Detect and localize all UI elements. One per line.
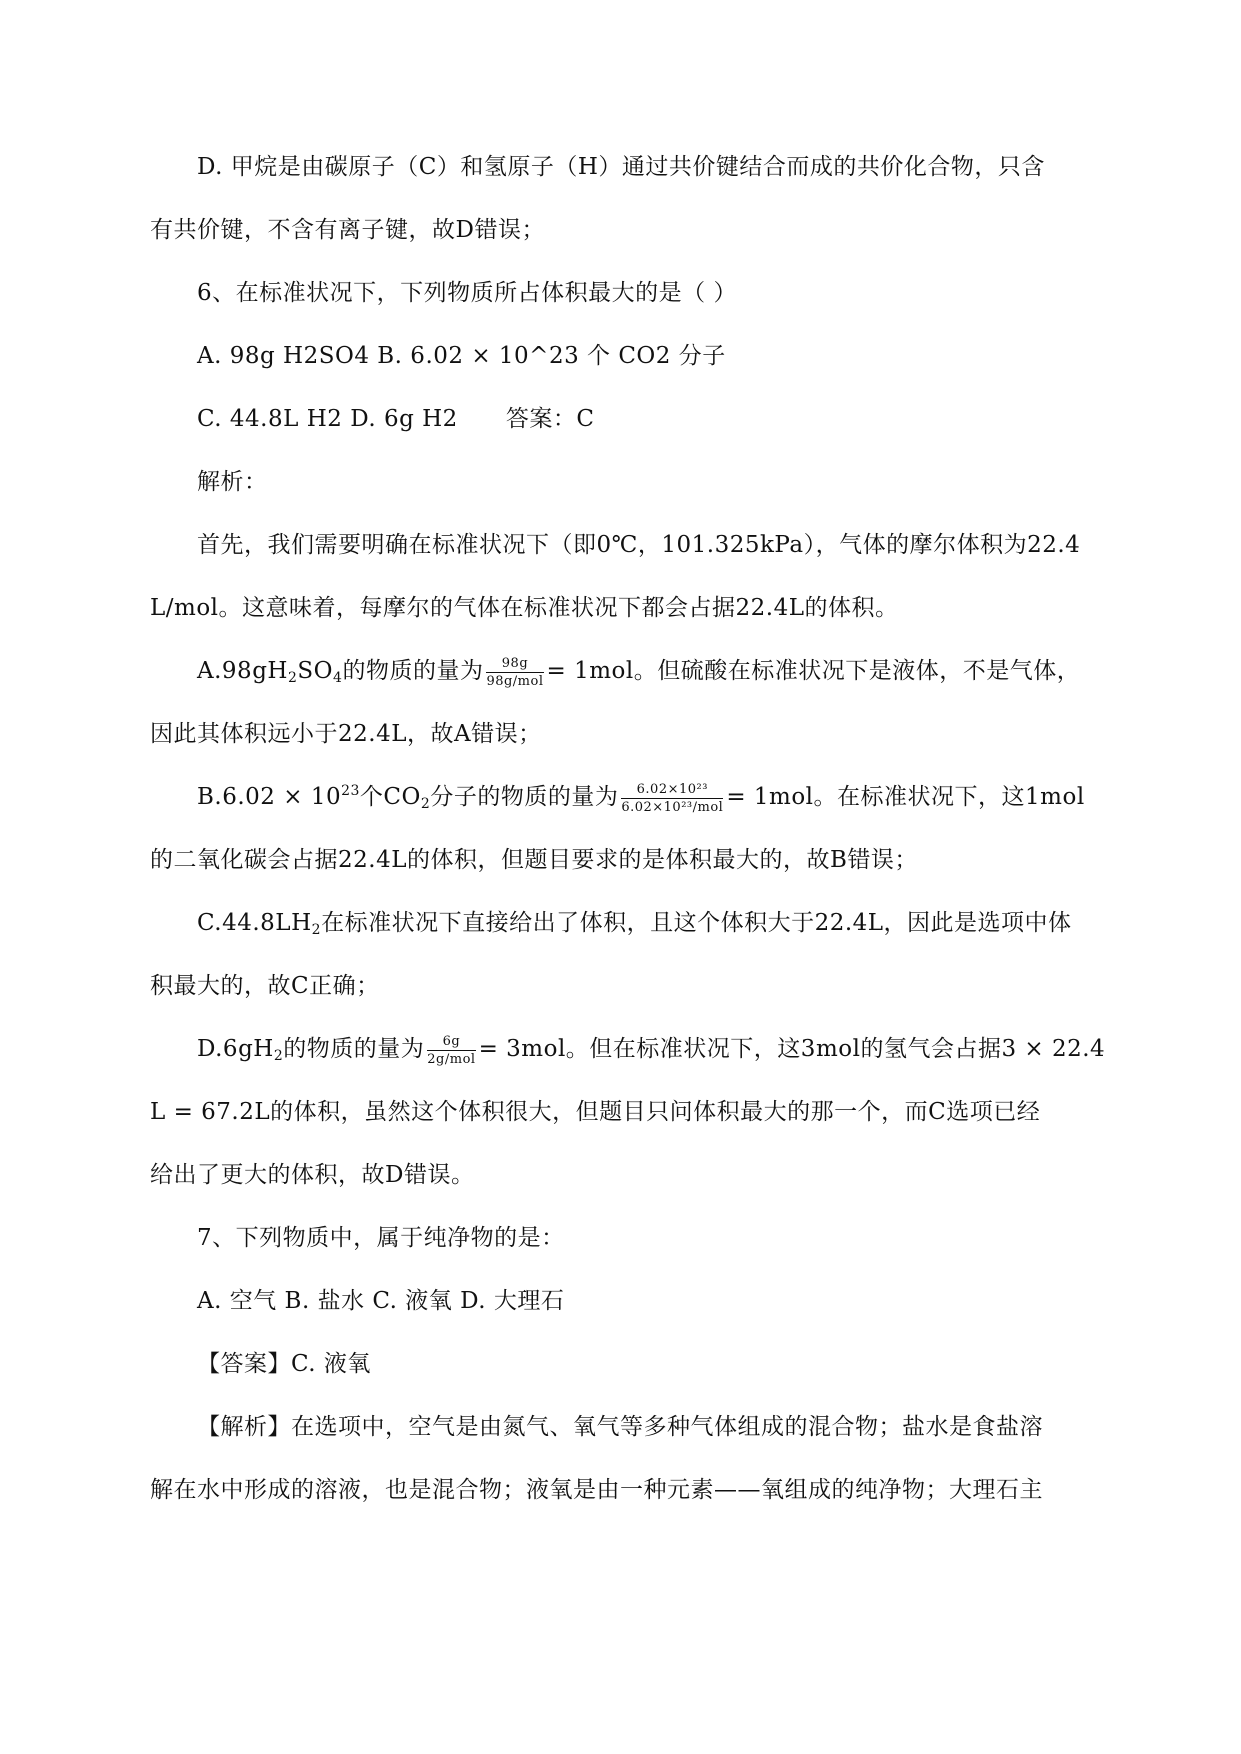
q7-answer: 【答案】C. 液氧 [197,1351,371,1377]
formula-text: SO [297,658,334,684]
formula-text: D.6gH [197,1036,274,1062]
q6-analysis-label: 解析： [197,469,268,495]
q6-analysis-d-line3: 给出了更大的体积，故D错误。 [150,1162,475,1188]
q6-options-line1: A. 98g H2SO4 B. 6.02 × 10^23 个 CO2 分子 [197,343,726,369]
fraction [427,1035,475,1066]
fraction [486,657,543,688]
fraction-denominator: 2g/mol [427,1051,476,1067]
q6-intro-line2: L/mol。这意味着，每摩尔的气体在标准状况下都会占据22.4L的体积。 [150,595,899,621]
q6-analysis-d-line1 [197,1034,1105,1066]
fraction-numerator: 6.02×10²³ [621,783,723,799]
superscript: 23 [341,783,360,799]
analysis-text: = 1mol。在标准状况下，这1mol [726,784,1085,810]
subscript: 2 [311,922,322,938]
q7-question: 7、下列物质中，属于纯净物的是： [197,1225,565,1251]
q6-options-cd: C. 44.8L H2 D. 6g H2 [197,406,458,432]
q6-analysis-b-line1 [197,782,1085,814]
q6-analysis-d-line2: L = 67.2L的体积，虽然这个体积很大，但题目只问体积最大的那一个，而C选项已经 [150,1099,1041,1125]
q6-analysis-a-line1 [197,656,1080,688]
subscript: 4 [333,670,343,686]
fraction-numerator: 6g [427,1035,475,1051]
analysis-text: = 3mol。但在标准状况下，这3mol的氢气会占据3 × 22.4 [478,1036,1106,1062]
formula-text: A.98gH [197,658,288,684]
subscript: 2 [287,670,298,686]
q6-analysis-b-line2: 的二氧化碳会占据22.4L的体积，但题目要求的是体积最大的，故B错误； [150,847,918,873]
subscript: 2 [273,1048,284,1064]
analysis-text: 分子的物质的量为 [430,784,619,810]
analysis-text: 在标准状况下直接给出了体积，且这个体积大于22.4L，因此是选项中体 [321,910,1072,936]
analysis-text: 的物质的量为 [342,658,484,684]
fraction-numerator: 98g [486,657,543,673]
formula-text: C.44.8LH [197,910,312,936]
formula-text: 个CO [359,784,421,810]
q6-answer: 答案：C [505,406,595,432]
q5-option-d-line2: 有共价键，不含有离子键，故D错误； [150,217,545,243]
q7-analysis-line1: 【解析】在选项中，空气是由氮气、氧气等多种气体组成的混合物；盐水是食盐溶 [197,1414,1043,1440]
q6-analysis-c-line1 [197,908,1072,938]
q7-options: A. 空气 B. 盐水 C. 液氧 D. 大理石 [197,1288,565,1314]
fraction [621,783,723,814]
q7-analysis-line2: 解在水中形成的溶液，也是混合物；液氧是由一种元素——氧组成的纯净物；大理石主 [150,1477,1043,1503]
q6-analysis-c-line2: 积最大的，故C正确； [150,973,380,999]
analysis-text: = 1mol。但硫酸在标准状况下是液体，不是气体， [546,658,1081,684]
q6-options-line2 [197,404,594,434]
q6-intro-line1: 首先，我们需要明确在标准状况下（即0℃，101.325kPa），气体的摩尔体积为22.4 [197,532,1081,558]
formula-text: B.6.02 × 10 [197,784,342,810]
q6-analysis-a-line2: 因此其体积远小于22.4L，故A错误； [150,721,542,747]
subscript: 2 [420,796,431,812]
fraction-denominator: 98g/mol [486,673,544,689]
fraction-denominator: 6.02×10²³/mol [621,799,724,815]
q6-question: 6、在标准状况下，下列物质所占体积最大的是（ ） [197,280,737,306]
q5-option-d-line1: D. 甲烷是由碳原子（C）和氢原子（H）通过共价键结合而成的共价化合物，只含 [197,154,1045,180]
analysis-text: 的物质的量为 [283,1036,425,1062]
